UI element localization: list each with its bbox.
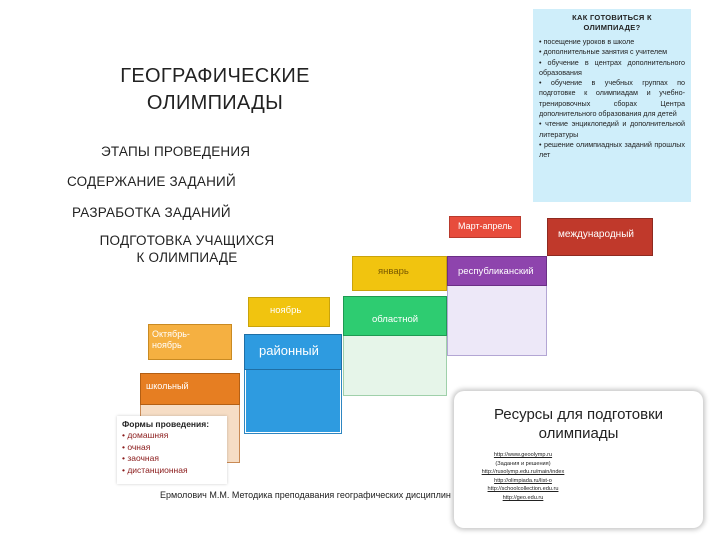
menu-item-preparation[interactable]: [62, 232, 312, 266]
how-to-prepare-item-4: • обучение в учебных группах по подготовке к олимпиадам и учебно-тренировочных сборах Центра дополнительного образования для детей: [539, 78, 685, 119]
stage-republic-date-label: январь: [378, 266, 409, 277]
stage-district-date: ноябрь: [270, 305, 302, 316]
menu-item-content[interactable]: СОДЕРЖАНИЕ ЗАДАНИЙ: [67, 174, 236, 189]
how-to-prepare-item-3: • обучение в центрах дополнительного образования: [539, 57, 685, 77]
resources-title: [454, 405, 703, 443]
how-to-prepare-item-2: • дополнительные занятия с учителем: [539, 47, 668, 57]
how-to-prepare-item-1: • посещение уроков в школе: [539, 37, 635, 46]
stage-school-date: [152, 329, 190, 351]
how-to-prepare-title-line-2: ОЛИМПИАДЕ?: [583, 23, 641, 32]
slide-title: [95, 63, 335, 117]
forms-item-in-person: • очная: [122, 441, 151, 452]
resources-links: [468, 451, 578, 503]
author-credit: Ермолович М.М. Методика преподавания географических дисциплин: [160, 490, 451, 500]
stage-international-name: международный: [558, 229, 634, 240]
stage-regional-name: областной: [372, 314, 419, 325]
menu-item-stages[interactable]: ЭТАПЫ ПРОВЕДЕНИЯ: [101, 144, 251, 159]
resource-link-geo-edu[interactable]: http://geo.edu.ru: [502, 494, 544, 501]
resources-panel: [454, 391, 703, 528]
stage-school-date-line-2: ноябрь: [152, 340, 182, 350]
how-to-prepare-title-line-1: КАК ГОТОВИТЬСЯ К: [572, 13, 652, 22]
how-to-prepare-title: [539, 13, 685, 33]
resources-title-line-2: олимпиады: [538, 425, 619, 442]
resource-note-tasks: (Задания и решения): [495, 460, 551, 467]
menu-item-preparation-line-2: К ОЛИМПИАДЕ: [136, 250, 238, 265]
forms-title: Формы проведения:: [122, 419, 210, 429]
resource-link-schoolcollection[interactable]: http://schoolcollection.edu.ru: [487, 486, 559, 493]
slide-title-line-2: ОЛИМПИАДЫ: [146, 92, 284, 114]
stage-republic-name: республиканский: [458, 266, 534, 277]
menu-item-development[interactable]: РАЗРАБОТКА ЗАДАНИЙ: [72, 205, 231, 220]
stage-international-date: Март-апрель: [458, 221, 513, 231]
forms-item-correspondence: • заочная: [122, 453, 159, 464]
resource-link-olimpiada[interactable]: http://olimpiada.ru/list-o: [494, 477, 552, 484]
forms-item-home: • домашняя: [122, 430, 169, 441]
how-to-prepare-item-5: • чтение энциклопедий и дополнительной литературы: [539, 119, 685, 139]
menu-item-preparation-line-1: ПОДГОТОВКА УЧАЩИХСЯ: [99, 233, 275, 248]
stage-district-name: районный: [259, 343, 319, 358]
resource-link-geoolymp[interactable]: http://www.geoolymp.ru: [493, 452, 553, 458]
forms-item-distance: • дистанционная: [122, 464, 188, 475]
slide-title-line-1: ГЕОГРАФИЧЕСКИЕ: [120, 65, 310, 87]
how-to-prepare-item-6: • решение олимпиадных заданий прошлых лет: [539, 139, 685, 160]
stage-school-name: школьный: [146, 381, 189, 391]
resources-title-line-1: Ресурсы для подготовки: [493, 406, 664, 423]
how-to-prepare-panel: [533, 9, 691, 202]
stage-school-date-line-1: Октябрь-: [152, 329, 190, 339]
resource-link-rusolymp[interactable]: http://rusolymp.edu.ru/main/index: [481, 469, 565, 476]
forms-box: [117, 416, 227, 484]
stage-district-column-fill: [246, 370, 340, 432]
